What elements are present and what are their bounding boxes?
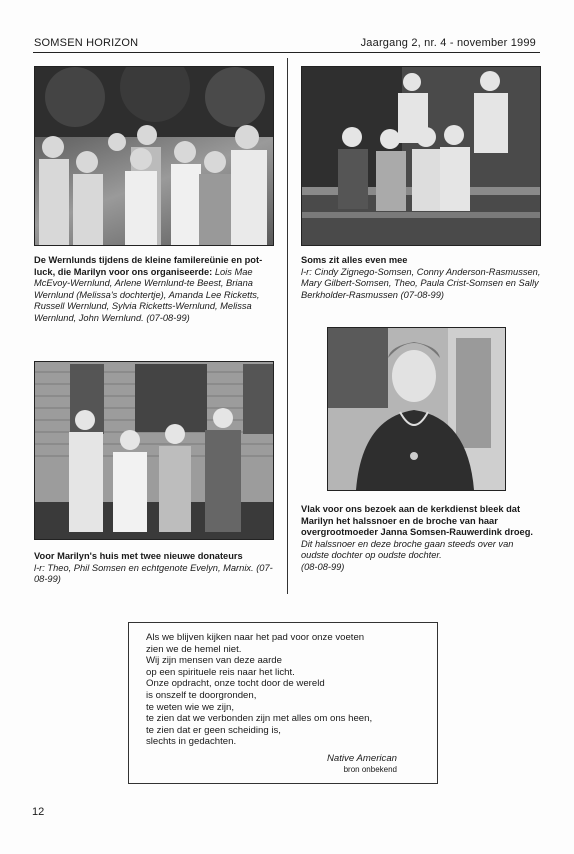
poem-line: Als we blijven kijken naar het pad voor onze voeten (146, 632, 365, 643)
poem-box (128, 622, 438, 784)
photo-bench-group (301, 66, 541, 246)
poem-source-note: bron onbekend (343, 765, 397, 775)
poem-source: Native American (326, 753, 397, 765)
caption-marilyn-title: Vlak voor ons bezoek aan de kerkdienst bleek dat Marilyn het halssnoer en de broche van haar overgrootmoeder Janna Somsen-Rauwerdink droeg. (301, 504, 533, 538)
page-number: 12 (32, 806, 45, 818)
poem-line: zien we de hemel niet. (146, 643, 242, 655)
caption-marilyn-body: Dit halssnoer en deze broche gaan steeds over van oudste dochter op oudste dochter. (301, 538, 514, 561)
photo-wernlund-family (34, 66, 274, 246)
caption-house-title: Voor Marilyn's huis met twee nieuwe donateurs (34, 551, 243, 561)
photo-house-donors (34, 361, 274, 540)
caption-bench-title: Soms zit alles even mee (301, 255, 408, 265)
caption-house (34, 551, 284, 586)
column-divider (287, 58, 288, 594)
caption-house-body: l-r: Theo, Phil Somsen en echtgenote Evelyn, Marnix. (07-08-99) (34, 562, 273, 585)
caption-wernlund-title: De Wernlunds tijdens de kleine familereünie en pot-luck, die Marilyn voor ons organiseerde: (34, 255, 263, 277)
poem-line: Onze opdracht, onze tocht door de wereld (146, 678, 325, 690)
photo-marilyn-portrait (327, 327, 506, 491)
caption-bench-body: l-r: Cindy Zignego-Somsen, Conny Anderson-Rasmussen, Mary Gilbert-Somsen, Theo, Paula Crist-Somsen en Sally Berkholder-Rasmussen (07-08-99) (301, 266, 541, 300)
poem-line: te zien dat er geen scheiding is, (146, 724, 281, 736)
running-header-issue: Jaargang 2, nr. 4 - november 1999 (360, 37, 536, 49)
poem-line: slechts in gedachten. (146, 736, 237, 748)
poem-line: op een spirituele reis naar het licht. (146, 666, 295, 678)
caption-wernlund-body: Lois Mae McEvoy-Wernlund, Arlene Wernlund-te Beest, Briana Wernlund (Melissa's dochtertje), Amanda Lee Ricketts, Russell Wernlund, Sylvia Ricketts-Wernlund, Melissa Wernlund, John Wernlund. (07-08-99) (34, 266, 260, 323)
caption-wernlund (34, 255, 274, 325)
poem-line: Wij zijn mensen van deze aarde (146, 655, 282, 667)
caption-marilyn-date: (08-08-99) (301, 561, 345, 572)
poem-line: te weten wie we zijn, (146, 701, 234, 713)
poem-line: te zien dat we verbonden zijn met alles om ons heen, (146, 713, 373, 725)
caption-bench (301, 255, 541, 301)
caption-marilyn (301, 504, 541, 574)
running-header-title: SOMSEN HORIZON (34, 37, 139, 49)
poem-line: is onszelf te doorgronden, (146, 689, 257, 701)
header-rule (33, 52, 540, 53)
